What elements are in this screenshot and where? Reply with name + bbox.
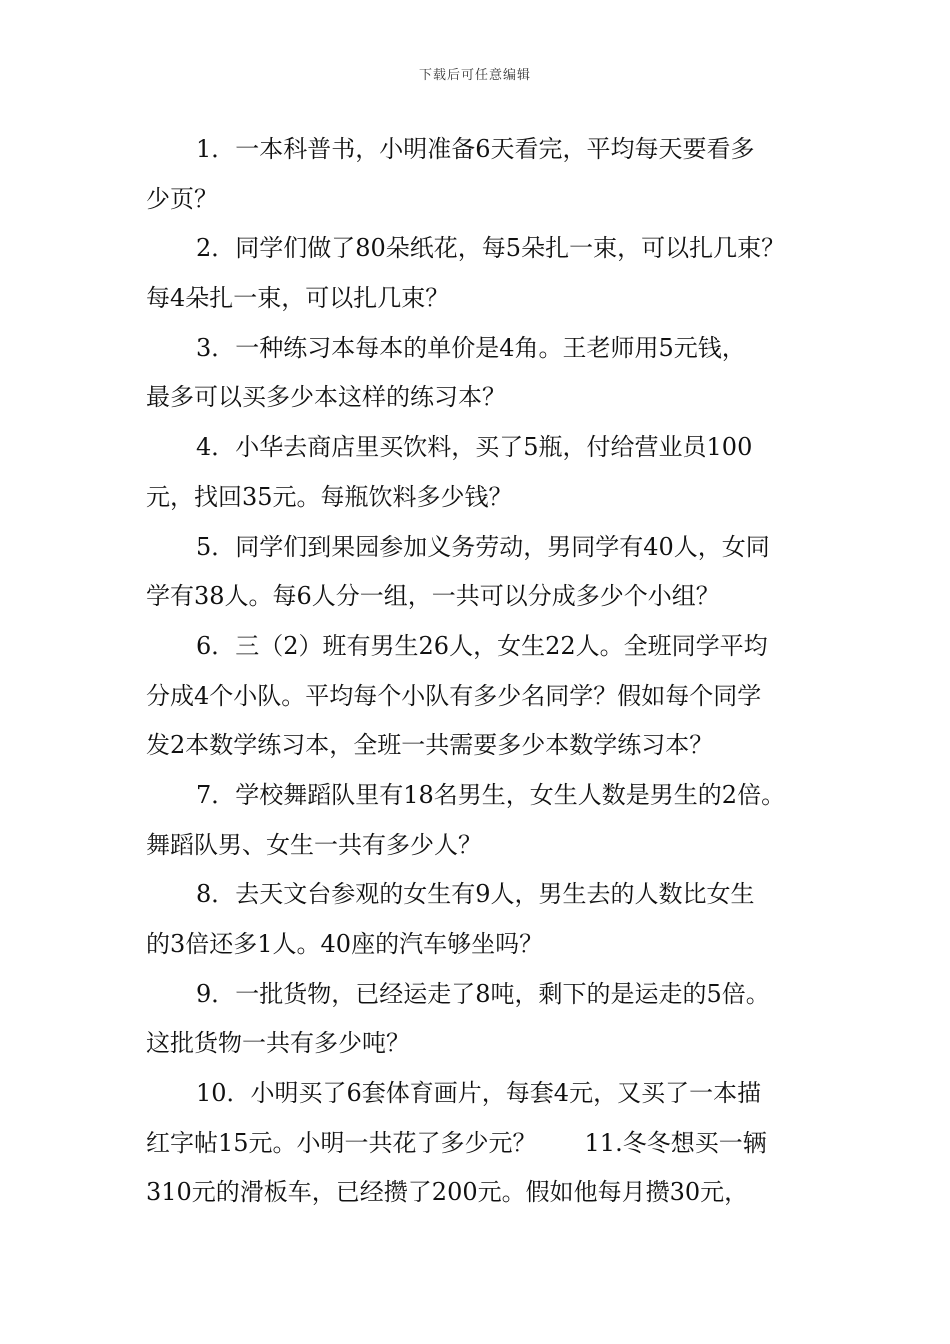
text-line: 4．小华去商店里买饮料，买了5瓶，付给营业员100 [196, 433, 753, 462]
text-line: 每4朵扎一束，可以扎几束？ [146, 284, 450, 313]
page-header: 下载后可任意编辑 [418, 68, 531, 83]
text-line: 红字帖15元。小明一共花了多少元？ 11.冬冬想买一辆 [146, 1128, 767, 1157]
text-line: 10．小明买了6套体育画片，每套4元，又买了一本描 [196, 1079, 762, 1108]
text-line: 7．学校舞蹈队里有18名男生，女生人数是男生的2倍。 [196, 780, 786, 809]
text-line: 5．同学们到果园参加义务劳动，男同学有40人，女同 [196, 532, 770, 561]
text-line: 310元的滑板车，已经攒了200元。假如他每月攒30元， [146, 1178, 749, 1207]
text-line: 元，找回35元。每瓶饮料多少钱？ [146, 482, 513, 511]
text-line: 舞蹈队男、女生一共有多少人？ [146, 830, 482, 859]
text-line: 3．一种练习本每本的单价是4角。王老师用5元钱， [196, 333, 746, 362]
text-line: 2．同学们做了80朵纸花，每5朵扎一束，可以扎几束？ [196, 234, 786, 263]
text-line: 6．三（2）班有男生26人，女生22人。全班同学平均 [196, 631, 768, 660]
text-line: 学有38人。每6人分一组，一共可以分成多少个小组？ [146, 582, 720, 611]
text-line: 的3倍还多1人。40座的汽车够坐吗？ [146, 930, 544, 958]
text-line: 这批货物一共有多少吨？ [146, 1029, 410, 1058]
text-line: 最多可以买多少本这样的练习本？ [146, 383, 506, 412]
text-line: 少页？ [146, 184, 218, 213]
text-line: 9．一批货物，已经运走了8吨，剩下的是运走的5倍。 [196, 979, 770, 1008]
text-line: 发2本数学练习本，全班一共需要多少本数学练习本？ [146, 731, 714, 760]
text-line: 1．一本科普书，小明准备6天看完，平均每天要看多 [196, 135, 755, 163]
document-body [146, 125, 826, 1218]
text-line: 8．去天文台参观的女生有9人，男生去的人数比女生 [196, 880, 755, 909]
text-line: 分成4个小队。平均每个小队有多少名同学？假如每个同学 [146, 681, 762, 710]
